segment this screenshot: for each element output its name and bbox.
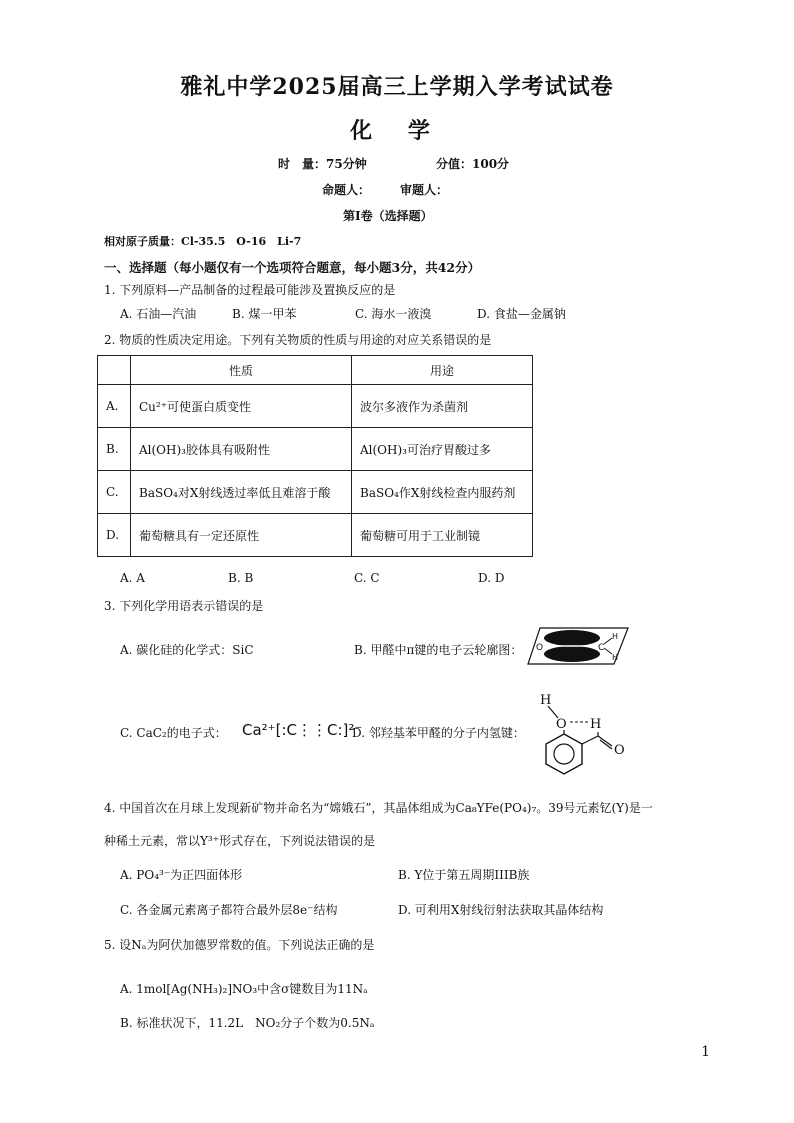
question-1-option-b: B. 煤一甲苯 [232,307,297,321]
property-table [97,355,533,557]
row-use: 波尔多液作为杀菌剂 [352,385,533,428]
question-2-option-b: B. B [228,571,254,585]
question-5-option-a: A. 1mol[Ag(NH₃)₂]NO₃中含σ键数目为11Nₐ [120,982,368,996]
atom-o-label: O [614,743,625,758]
row-label: C. [98,471,131,514]
row-use: BaSO₄作X射线检查内服药剂 [352,471,533,514]
row-property: 葡萄糖具有一定还原性 [131,514,352,557]
question-3-option-d: D. 邻羟基苯甲醛的分子内氢键： [352,726,525,740]
row-property: BaSO₄对X射线透过率低且难溶于酸 [131,471,352,514]
question-2-option-a: A. A [120,571,145,585]
row-label: A. [98,385,131,428]
table-header-row [98,356,533,385]
question-4-option-d: D. 可利用X射线衍射法获取其晶体结构 [398,903,604,917]
question-1-stem: 1. 下列原料—产品制备的过程最可能涉及置换反应的是 [104,283,396,297]
question-5-option-b: B. 标准状况下，11.2L NO₂分子个数为0.5Nₐ [120,1016,375,1030]
atom-o-label: O [556,717,567,732]
table-header-empty [98,356,131,385]
page-number: 1 [701,1044,710,1060]
table-row [98,385,533,428]
atom-h-label: H [612,653,619,662]
row-property: Cu²⁺可使蛋白质变性 [131,385,352,428]
question-3-option-a: A. 碳化硅的化学式：SiC [120,643,254,657]
table-row [98,428,533,471]
table-header-use: 用途 [352,356,533,385]
question-4-option-c: C. 各金属元素离子都符合最外层8e⁻结构 [120,903,338,917]
exam-time: 时 量：75分钟 [278,157,367,171]
question-2-option-d: D. D [478,571,505,585]
table-header-property: 性质 [131,356,352,385]
row-label: B. [98,428,131,471]
table-row [98,514,533,557]
subject-title: 化 学 [350,118,444,144]
section-title: 一、选择题（每小题仅有一个选项符合题意，每小题3分，共42分） [104,260,481,275]
pi-bond-orbital-figure [526,626,630,666]
question-3-option-b: B. 甲醛中π键的电子云轮廓图： [354,643,523,657]
atom-h-label: H [540,693,552,708]
row-property: Al(OH)₃胶体具有吸附性 [131,428,352,471]
question-4-option-b: B. Y位于第五周期IIIB族 [398,868,530,882]
question-3-option-c: C. CaC₂的电子式： [120,726,227,740]
volume-label: 第I卷（选择题） [343,209,433,223]
question-5-stem: 5. 设Nₐ为阿伏加德罗常数的值。下列说法正确的是 [104,938,375,952]
author-label: 命题人： [322,183,371,197]
row-use: 葡萄糖可用于工业制镜 [352,514,533,557]
row-use: Al(OH)₃可治疗胃酸过多 [352,428,533,471]
question-4-line-2: 种稀土元素，常以Y³⁺形式存在，下列说法错误的是 [104,834,376,848]
table-row [98,471,533,514]
atomic-mass: 相对原子质量：Cl-35.5 O-16 Li-7 [104,235,302,248]
atom-h-label: H [590,717,602,732]
question-4-option-a: A. PO₄³⁻为正四面体形 [120,868,243,882]
row-label: D. [98,514,131,557]
question-1-option-d: D. 食盐—金属钠 [477,307,566,321]
exam-title: 雅礼中学2025届高三上学期入学考试试卷 [180,74,614,100]
exam-score: 分值：100分 [436,157,510,171]
atom-h-label: H [612,632,619,641]
question-1-option-a: A. 石油—汽油 [120,307,197,321]
question-3-stem: 3. 下列化学用语表示错误的是 [104,599,264,613]
atom-o-label: O [536,643,544,653]
atom-c-label: C [598,643,605,653]
cac2-electron-formula: Ca²⁺[:C⋮⋮C:]²⁻ [242,721,363,739]
reviewer-label: 审题人： [400,183,449,197]
question-1-option-c: C. 海水一液溴 [355,307,432,321]
question-4-line-1: 4. 中国首次在月球上发现新矿物并命名为“嫦娥石”，其晶体组成为Ca₈YFe(PO₄)₇。39号元素钇(Y)是一 [104,801,653,815]
question-2-option-c: C. C [354,571,380,585]
hydrogen-bond-structure [536,688,636,784]
question-2-stem: 2. 物质的性质决定用途。下列有关物质的性质与用途的对应关系错误的是 [104,333,492,347]
